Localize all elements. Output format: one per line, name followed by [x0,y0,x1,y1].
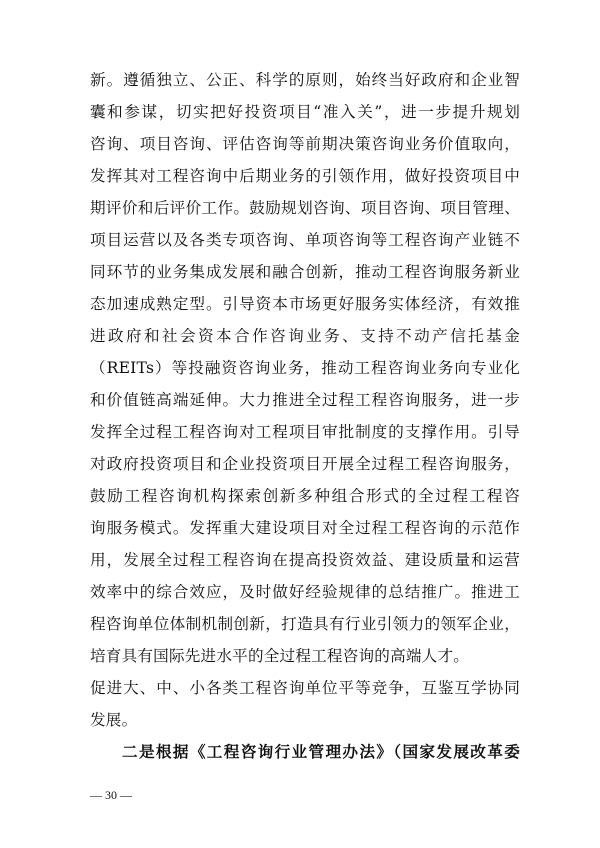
body-text-line: 发展。 [90,711,138,729]
body-text-line: 培育具有国际先进水平的全过程工程咨询的高端人才。 [90,647,470,665]
body-text-line: 发挥全过程工程咨询对工程项目审批制度的支撑作用。引导 [90,423,520,441]
body-text-line: 项目运营以及各类专项咨询、单项咨询等工程咨询产业链不 [90,231,520,249]
body-text-line: 咨询、项目咨询、评估咨询等前期决策咨询业务价值取向， [90,135,520,153]
body-text-line: 进政府和社会资本合作咨询业务、支持不动产信托基金 [90,327,520,345]
body-text-line: 询服务模式。发挥重大建设项目对全过程工程咨询的示范作 [90,519,520,537]
body-text-line: 同环节的业务集成发展和融合创新，推动工程咨询服务新业 [90,263,520,281]
section-heading: 二是根据《工程咨询行业管理办法》（国家发展改革委 [122,743,520,761]
body-text-line: 促进大、中、小各类工程咨询单位平等竞争，互鉴互学协同 [90,679,520,697]
body-text-line: 鼓励工程咨询机构探索创新多种组合形式的全过程工程咨 [90,487,520,505]
body-text-line: 效率中的综合效应，及时做好经验规律的总结推广。推进工 [90,583,520,601]
body-text-line: 态加速成熟定型。引导资本市场更好服务实体经济，有效推 [90,295,520,313]
body-text-line: （REITs）等投融资咨询业务，推动工程咨询业务向专业化 [90,359,520,377]
body-text-line: 发挥其对工程咨询中后期业务的引领作用，做好投资项目中 [90,167,520,185]
page-number: — 30 — [90,788,132,802]
body-text-line: 和价值链高端延伸。大力推进全过程工程咨询服务，进一步 [90,391,520,409]
body-text-line: 用，发展全过程工程咨询在提高投资效益、建设质量和运营 [90,551,520,569]
body-text-line: 对政府投资项目和企业投资项目开展全过程工程咨询服务， [90,455,520,473]
body-text-line: 囊和参谋，切实把好投资项目“准入关”，进一步提升规划 [90,103,520,121]
body-text-line: 程咨询单位体制机制创新，打造具有行业引领力的领军企业， [90,615,520,633]
body-text-line: 新。遵循独立、公正、科学的原则，始终当好政府和企业智 [90,71,520,89]
body-text-line: 期评价和后评价工作。鼓励规划咨询、项目咨询、项目管理、 [90,199,520,217]
